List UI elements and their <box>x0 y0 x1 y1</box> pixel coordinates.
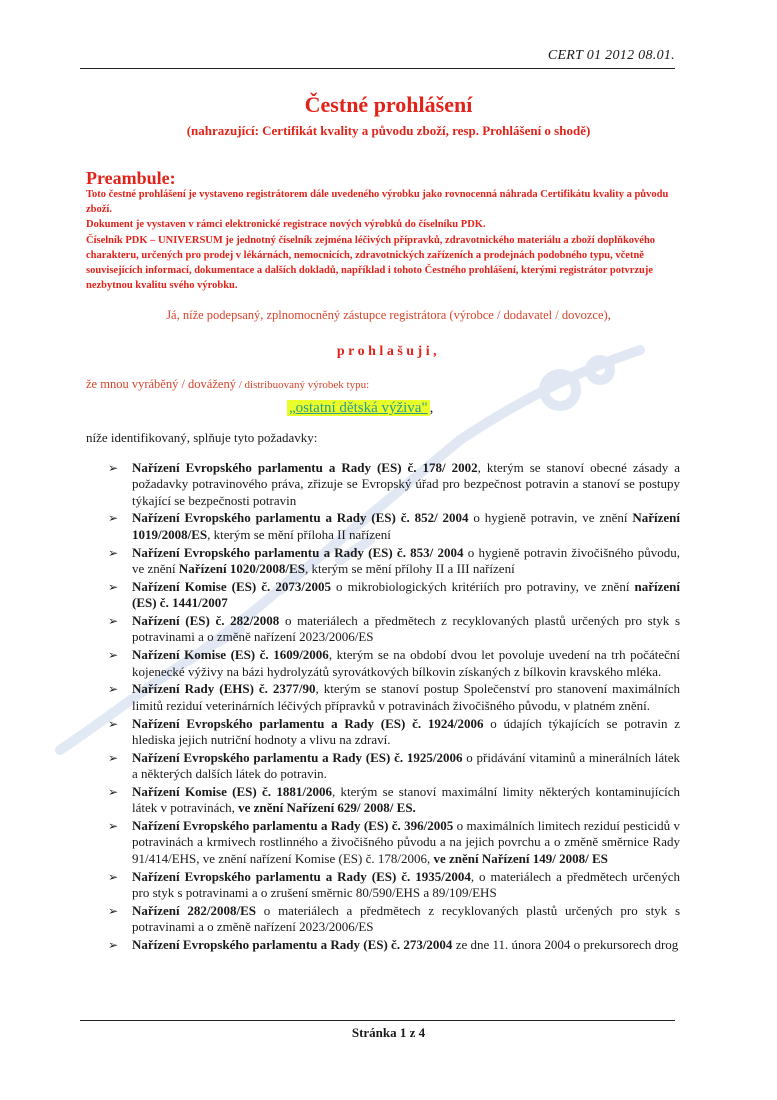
regulation-title: Nařízení Komise (ES) č. 1609/2006 <box>132 647 329 663</box>
regulation-title: Nařízení Evropského parlamentu a Rady (ES) č. 396/2005 <box>132 818 454 834</box>
arrow-bullet-icon: ➢ <box>108 461 119 475</box>
regulation-title: Nařízení Evropského parlamentu a Rady (ES) č. 853/ 2004 <box>132 544 464 560</box>
document-reference: CERT 01 2012 08.01. <box>547 48 675 63</box>
arrow-bullet-icon: ➢ <box>108 903 119 918</box>
regulation-text-tail: , kterým se mění přílohy II a III nařízení <box>304 560 515 576</box>
regulation-item <box>108 681 680 714</box>
regulation-text: , kterým se stanoví obecné zásady a požadavky potravinového práva, zřizuje se Evropský úřad pro bezpečnost potravin a stanoví se postupy týkající se bezpečnosti potravin <box>132 460 681 508</box>
regulation-amendment: ve znění Nařízení 149/ 2008/ ES <box>433 850 608 866</box>
preamble-heading: Preambule: <box>86 168 176 188</box>
regulation-title: Nařízení Evropského parlamentu a Rady (ES) č. 273/2004 <box>132 937 453 953</box>
regulation-title: Nařízení Evropského parlamentu a Rady (ES) č. 1924/2006 <box>132 715 484 731</box>
regulation-item <box>108 510 680 543</box>
regulation-item <box>108 903 680 936</box>
regulation-amendment: ve znění Nařízení 629/ 2008/ ES. <box>238 800 416 816</box>
arrow-bullet-icon: ➢ <box>108 938 119 953</box>
arrow-bullet-icon: ➢ <box>108 750 119 765</box>
footer-divider <box>80 1020 675 1021</box>
regulation-item <box>108 869 680 902</box>
regulation-text: ze dne 11. února 2004 o prekursorech drog <box>452 937 679 953</box>
regulation-title: Nařízení Rady (EHS) č. 2377/90 <box>132 681 316 697</box>
preamble-paragraph: Číselník PDK – UNIVERSUM je jednotný číselník zejména léčivých přípravků, zdravotnického materiálu a zboží doplňkového charakteru, určených pro prodej v lékárnách, nemocnicích, zdravotnických zařízeních a prodejnách podobného typu, včetně souvisejících informací, dokumentace a dalších dokladů, například i tohoto Čestného prohlášení, kterými registrátor potvrzuje nezbytnou kvalitu svého výrobku. <box>86 234 656 292</box>
regulation-text: o přidávání vitaminů a minerálních látek a některých dalších látek do potravin. <box>132 749 681 782</box>
regulation-title: Nařízení Evropského parlamentu a Rady (ES) č. 1925/2006 <box>132 749 463 765</box>
regulation-text: o hygieně potravin, ve znění <box>468 510 633 526</box>
requirements-intro: níže identifikovaný, splňuje tyto požadavky: <box>86 430 318 445</box>
regulation-item <box>108 937 680 953</box>
regulation-text: o maximálních limitech reziduí pesticidů v potravinách a krmivech rostlinného a živočišného původu a na jejich povrchu a o změně směrnice Rady 91/414/EHS, ve znění nařízení Komise (ES) č. 178/2006, <box>132 818 680 866</box>
arrow-bullet-icon: ➢ <box>108 614 119 629</box>
regulation-text: , o materiálech a předmětech určených pro styk s potravinami a o zrušení směrnic 80/590/EHS a 89/109/EHS <box>132 868 681 900</box>
product-type <box>287 400 433 417</box>
regulation-title: Nařízení (ES) č. 282/2008 <box>132 613 280 629</box>
regulation-text: o údajích týkajících se potravin z hlediska jejich nutriční hodnoty a vlivu na zdraví. <box>132 715 680 747</box>
regulation-title: Nařízení Evropského parlamentu a Rady (ES) č. 178/ 2002 <box>132 460 478 475</box>
regulation-text: o hygieně potravin živočišného původu, ve znění <box>132 544 680 576</box>
preamble-paragraph: Toto čestné prohlášení je vystaveno registrátorem dále uvedeného výrobku jako rovnocenná náhrada Certifikátu kvality a původu zboží. <box>86 189 669 216</box>
regulation-title: Nařízení Evropského parlamentu a Rady (ES) č. 1935/2004 <box>132 868 471 884</box>
regulation-text: , kterým se stanoví maximální limity některých kontaminujících látek v potravinách, <box>132 783 680 816</box>
regulation-title: Nařízení Komise (ES) č. 1881/2006 <box>132 783 332 799</box>
regulation-text: o materiálech a předmětech z recyklovaných plastů určených pro styk s potravinami a o změně nařízení 2023/2006/ES <box>132 902 680 935</box>
preamble-text <box>86 187 686 293</box>
arrow-bullet-icon: ➢ <box>108 682 119 697</box>
preamble-paragraph: Dokument je vystaven v rámci elektronické registrace nových výrobků do číselníku PDK. <box>86 219 486 231</box>
maker-line-main: že mnou vyráběný / dovážený <box>86 377 236 391</box>
regulation-item <box>108 647 680 680</box>
regulation-text: o materiálech a předmětech z recyklovaných plastů určených pro styk s potravinami a o změně nařízení 2023/2006/ES <box>132 613 681 645</box>
regulation-item <box>108 750 680 783</box>
regulation-title: Nařízení 282/2008/ES <box>132 902 257 918</box>
regulation-item <box>108 579 680 612</box>
regulation-item <box>108 818 680 867</box>
arrow-bullet-icon: ➢ <box>108 545 119 560</box>
regulations-list <box>108 460 680 955</box>
declaration-heading: prohlašuji, <box>336 344 441 359</box>
regulation-title: Nařízení Evropského parlamentu a Rady (ES) č. 852/ 2004 <box>132 510 469 526</box>
regulation-item <box>108 613 680 646</box>
declarant-line: Já, níže podepsaný, zplnomocněný zástupce registrátora (výrobce / dodavatel / dovozce), <box>166 308 611 322</box>
arrow-bullet-icon: ➢ <box>108 579 119 594</box>
arrow-bullet-icon: ➢ <box>108 784 119 799</box>
arrow-bullet-icon: ➢ <box>108 511 119 526</box>
regulation-amendment: nařízení (ES) č. 1441/2007 <box>132 578 680 611</box>
product-maker-line <box>86 377 369 392</box>
arrow-bullet-icon: ➢ <box>108 716 119 731</box>
regulation-amendment: Nařízení 1020/2008/ES <box>178 560 305 576</box>
maker-line-small: / distribuovaný výrobek typu: <box>235 379 370 391</box>
page-number: Stránka 1 z 4 <box>351 1025 426 1040</box>
document-subtitle: (nahrazující: Certifikát kvality a původu zboží, resp. Prohlášení o shodě) <box>186 123 591 138</box>
product-type-highlight: „ostatní dětská výživa" <box>289 400 428 416</box>
header-divider <box>80 68 675 69</box>
arrow-bullet-icon: ➢ <box>108 869 119 884</box>
product-type-suffix: , <box>429 400 434 416</box>
regulation-title: Nařízení Komise (ES) č. 2073/2005 <box>132 578 331 594</box>
regulation-text: , kterým se na období dvou let povoluje uvedení na trh počáteční kojenecké výživy na bázi hydrolyzátů syrovátkových bílkovin získaných z bílkovin kravského mléka. <box>132 647 680 679</box>
regulation-amendment: Nařízení 1019/2008/ES <box>132 510 680 542</box>
regulation-text: , kterým se stanoví postup Společenství pro stanovení maximálních limitů reziduí veterinárních léčivých přípravků v potravinách živočišného původu, v platném znění. <box>132 681 680 713</box>
regulation-item <box>108 460 680 509</box>
arrow-bullet-icon: ➢ <box>108 648 119 663</box>
regulation-item <box>108 545 680 578</box>
regulation-text-tail: , kterým se mění příloha II nařízení <box>207 526 391 542</box>
regulation-item <box>108 716 680 749</box>
regulation-text: o mikrobiologických kritériích pro potraviny, ve znění <box>330 578 635 594</box>
arrow-bullet-icon: ➢ <box>108 819 119 834</box>
document-title: Čestné prohlášení <box>304 92 473 117</box>
regulation-item <box>108 784 680 817</box>
